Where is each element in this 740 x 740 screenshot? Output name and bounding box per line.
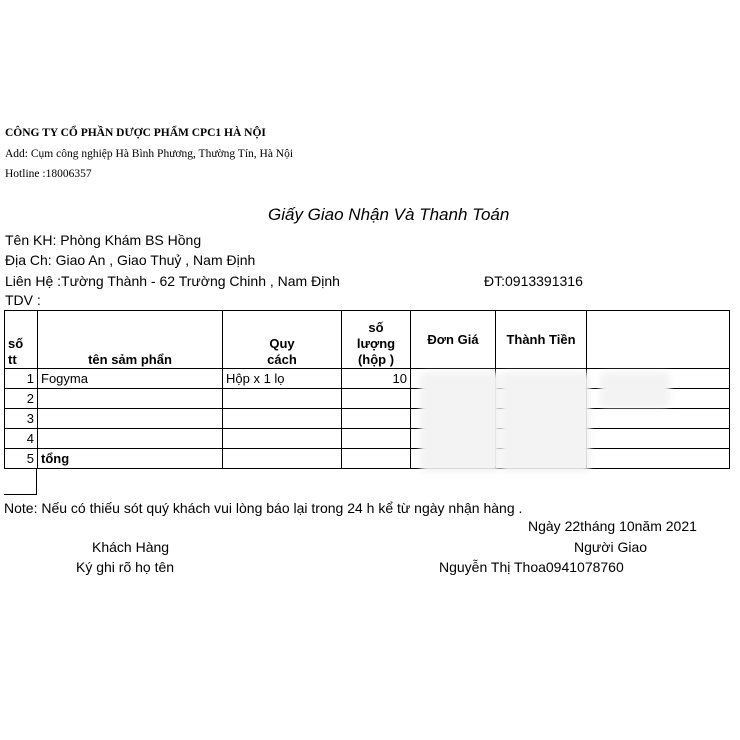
row-spec: [223, 429, 342, 449]
row-stt: 4: [5, 429, 38, 449]
redaction-blur-price: [420, 372, 500, 472]
customer-address: Địa Ch: Giao An , Giao Thuỷ , Nam Định: [5, 252, 256, 268]
footer-note: Note: Nếu có thiếu sót quý khách vui lòng báo lại trong 24 h kể từ ngày nhận hàng .: [4, 500, 523, 516]
tdv-label: TDV :: [5, 292, 41, 308]
company-name: CÔNG TY CỔ PHẦN DƯỢC PHẨM CPC1 HÀ NỘI: [5, 127, 266, 139]
header-empty: [587, 311, 730, 369]
row-qty: [342, 429, 411, 449]
row-stt: 3: [5, 409, 38, 429]
row-qty: 10: [342, 369, 411, 389]
header-stt: số tt: [5, 311, 38, 369]
table-row-total: [5, 449, 730, 469]
row-stt: 2: [5, 389, 38, 409]
customer-signature-instruction: Ký ghi rõ họ tên: [76, 559, 175, 575]
table-row: [5, 409, 730, 429]
header-total: Thành Tiền: [496, 311, 587, 369]
row-product: [38, 389, 223, 409]
header-spec-line2: cách: [267, 352, 297, 367]
row-qty: [342, 449, 411, 469]
company-address: Add: Cụm công nghiệp Hà Bình Phương, Thường Tín, Hà Nội: [5, 148, 294, 160]
header-product: tên sảm phẩn: [38, 311, 223, 369]
deliverer-name: Nguyễn Thị Thoa0941078760: [439, 559, 624, 575]
customer-name: Tên KH: Phòng Khám BS Hồng: [5, 232, 202, 248]
table-header-row: [5, 311, 730, 369]
company-hotline: Hotline :18006357: [5, 168, 92, 180]
header-qty-line3: (hộp ): [357, 352, 395, 367]
row-extra: [587, 449, 730, 469]
table-left-extension: [36, 468, 37, 495]
row-stt: 5: [5, 449, 38, 469]
row-extra: [587, 409, 730, 429]
redaction-blur-total: [500, 372, 590, 472]
row-spec: [223, 389, 342, 409]
row-qty: [342, 389, 411, 409]
row-product: Fogyma: [38, 369, 223, 389]
table-bottom-extension: [4, 494, 37, 495]
row-product: [38, 409, 223, 429]
header-spec-line1: Quy: [269, 336, 295, 351]
row-spec: [223, 409, 342, 429]
row-extra: [587, 429, 730, 449]
row-spec: Hộp x 1 lọ: [223, 369, 342, 389]
row-spec: [223, 449, 342, 469]
row-stt: 1: [5, 369, 38, 389]
header-spec: [223, 311, 342, 369]
row-product: tổng: [38, 449, 223, 469]
customer-contact: Liên Hệ :Tường Thành - 62 Trường Chinh , Nam Định: [5, 273, 340, 289]
footer-date: Ngày 22tháng 10năm 2021: [528, 518, 697, 534]
deliverer-label: Người Giao: [574, 539, 648, 555]
header-qty-line1: số: [368, 320, 384, 335]
row-qty: [342, 409, 411, 429]
header-qty-line2: lượng: [356, 336, 396, 351]
header-qty: [342, 311, 411, 369]
document-title: Giấy Giao Nhận Và Thanh Toán: [268, 205, 510, 224]
customer-phone: ĐT:0913391316: [484, 273, 583, 289]
redaction-blur-extra: [600, 372, 670, 407]
table-row: [5, 429, 730, 449]
customer-signature-label: Khách Hàng: [92, 539, 170, 555]
row-product: [38, 429, 223, 449]
header-price: Đơn Giá: [411, 311, 496, 369]
